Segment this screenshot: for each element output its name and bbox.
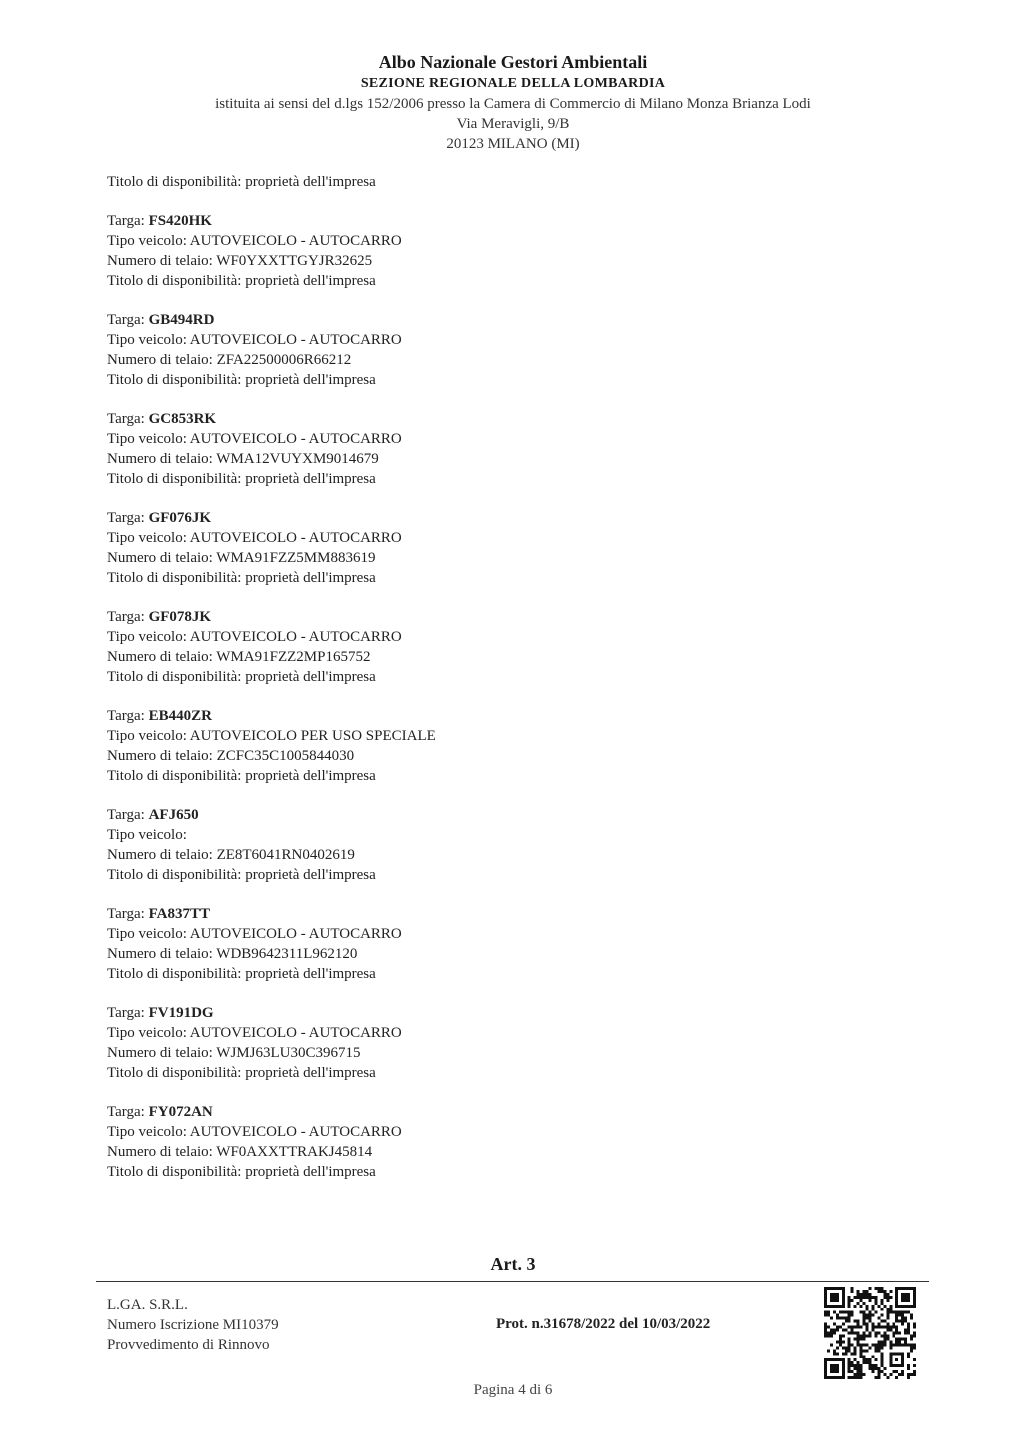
vehicle-title-row	[107, 964, 907, 984]
footer-company-info	[107, 1295, 279, 1355]
chassis-value: ZFA22500006R66212	[216, 352, 352, 368]
plate-value: AFJ650	[148, 807, 199, 823]
plate-value: FV191DG	[148, 1005, 214, 1021]
title-value: proprietà dell'impresa	[245, 669, 376, 685]
vehicle-entry	[107, 1003, 907, 1083]
vehicle-plate-row	[107, 310, 907, 330]
vehicle-type-row	[107, 924, 907, 944]
vehicle-entry	[107, 310, 907, 390]
chassis-label: Numero di telaio:	[107, 1045, 217, 1061]
title-label: Titolo di disponibilità:	[107, 966, 246, 982]
chassis-value: WMA91FZZ5MM883619	[216, 550, 376, 566]
vehicle-chassis-row	[107, 251, 907, 271]
vehicle-entry	[107, 904, 907, 984]
chassis-label: Numero di telaio:	[107, 649, 217, 665]
vehicle-type-row	[107, 1023, 907, 1043]
registry-title: Albo Nazionale Gestori Ambientali	[378, 52, 648, 72]
plate-label: Targa:	[107, 609, 149, 625]
vehicle-type-row	[107, 627, 907, 647]
vehicle-plate-row	[107, 211, 907, 231]
title-label: Titolo di disponibilità:	[107, 669, 246, 685]
vehicle-chassis-row	[107, 1142, 907, 1162]
plate-value: GB494RD	[148, 312, 215, 328]
title-label: Titolo di disponibilità:	[107, 471, 246, 487]
vehicle-chassis-row	[107, 647, 907, 667]
type-value: AUTOVEICOLO - AUTOCARRO	[189, 530, 402, 546]
vehicle-plate-row	[107, 805, 907, 825]
plate-label: Targa:	[107, 906, 149, 922]
chassis-value: WMA91FZZ2MP165752	[216, 649, 371, 665]
chassis-value: ZCFC35C1005844030	[216, 748, 355, 764]
vehicle-plate-row	[107, 508, 907, 528]
institution-line: istituita ai sensi del d.lgs 152/2006 presso la Camera di Commercio di Milano Monza Brianza Lodi	[215, 96, 811, 112]
plate-value: EB440ZR	[148, 708, 212, 724]
chassis-label: Numero di telaio:	[107, 847, 217, 863]
title-value: proprietà dell'impresa	[245, 966, 376, 982]
vehicle-title-row	[107, 370, 907, 390]
vehicle-chassis-row	[107, 350, 907, 370]
plate-value: FS420HK	[148, 213, 212, 229]
plate-value: FY072AN	[148, 1104, 213, 1120]
type-label: Tipo veicolo:	[107, 1124, 190, 1140]
type-value: AUTOVEICOLO - AUTOCARRO	[189, 1025, 402, 1041]
address-street: Via Meravigli, 9/B	[456, 116, 570, 132]
vehicles-container	[107, 211, 907, 1182]
vehicle-chassis-row	[107, 944, 907, 964]
vehicle-chassis-row	[107, 845, 907, 865]
vehicle-title-row	[107, 568, 907, 588]
vehicle-type-row	[107, 726, 907, 746]
vehicle-plate-row	[107, 904, 907, 924]
vehicle-type-row	[107, 825, 907, 845]
vehicle-entry	[107, 1102, 907, 1182]
vehicle-entry	[107, 211, 907, 291]
plate-value: FA837TT	[148, 906, 210, 922]
plate-label: Targa:	[107, 1005, 149, 1021]
type-value: AUTOVEICOLO - AUTOCARRO	[189, 332, 402, 348]
plate-value: GF076JK	[148, 510, 212, 526]
vehicle-type-row	[107, 1122, 907, 1142]
type-value: AUTOVEICOLO - AUTOCARRO	[189, 1124, 402, 1140]
vehicle-chassis-row	[107, 548, 907, 568]
type-value: AUTOVEICOLO - AUTOCARRO	[189, 926, 402, 942]
type-value: AUTOVEICOLO - AUTOCARRO	[189, 431, 402, 447]
type-label: Tipo veicolo:	[107, 530, 190, 546]
vehicle-entry	[107, 706, 907, 786]
plate-label: Targa:	[107, 510, 149, 526]
footer-divider	[96, 1281, 929, 1282]
registration-number: Numero Iscrizione MI10379	[107, 1317, 279, 1333]
chassis-label: Numero di telaio:	[107, 451, 217, 467]
vehicle-chassis-row	[107, 746, 907, 766]
plate-label: Targa:	[107, 213, 149, 229]
vehicle-entry	[107, 508, 907, 588]
qr-code	[824, 1287, 916, 1379]
vehicle-title-row	[107, 766, 907, 786]
type-value: AUTOVEICOLO - AUTOCARRO	[189, 629, 402, 645]
vehicle-entry	[107, 607, 907, 687]
type-label: Tipo veicolo:	[107, 728, 190, 744]
plate-label: Targa:	[107, 312, 149, 328]
title-value: proprietà dell'impresa	[245, 471, 376, 487]
chassis-label: Numero di telaio:	[107, 1144, 217, 1160]
vehicle-title-row	[107, 271, 907, 291]
company-name: L.GA. S.R.L.	[107, 1297, 188, 1313]
title-value: proprietà dell'impresa	[245, 1065, 376, 1081]
document-header	[0, 50, 1026, 154]
chassis-value: ZE8T6041RN0402619	[216, 847, 355, 863]
vehicle-plate-row	[107, 1003, 907, 1023]
address-city: 20123 MILANO (MI)	[446, 136, 580, 152]
title-value: proprietà dell'impresa	[245, 1164, 376, 1180]
chassis-label: Numero di telaio:	[107, 550, 217, 566]
type-label: Tipo veicolo:	[107, 233, 190, 249]
chassis-value: WDB9642311L962120	[216, 946, 358, 962]
chassis-value: WMA12VUYXM9014679	[216, 451, 379, 467]
title-label: Titolo di disponibilità:	[107, 768, 246, 784]
title-value: proprietà dell'impresa	[245, 372, 376, 388]
title-label: Titolo di disponibilità:	[107, 570, 246, 586]
type-label: Tipo veicolo:	[107, 926, 190, 942]
vehicle-plate-row	[107, 607, 907, 627]
title-label: Titolo di disponibilità:	[107, 372, 246, 388]
type-label: Tipo veicolo:	[107, 332, 190, 348]
vehicle-type-row	[107, 429, 907, 449]
plate-value: GC853RK	[148, 411, 217, 427]
title-value: proprietà dell'impresa	[245, 570, 376, 586]
intro-titolo: Titolo di disponibilità: proprietà dell'impresa	[107, 174, 376, 190]
type-value: AUTOVEICOLO PER USO SPECIALE	[189, 728, 436, 744]
title-value: proprietà dell'impresa	[245, 273, 376, 289]
vehicle-title-row	[107, 469, 907, 489]
vehicle-title-row	[107, 865, 907, 885]
vehicle-type-row	[107, 330, 907, 350]
vehicle-type-row	[107, 231, 907, 251]
plate-label: Targa:	[107, 708, 149, 724]
vehicle-chassis-row	[107, 1043, 907, 1063]
type-label: Tipo veicolo:	[107, 629, 190, 645]
type-label: Tipo veicolo:	[107, 827, 187, 843]
title-label: Titolo di disponibilità:	[107, 867, 246, 883]
provision-type: Provvedimento di Rinnovo	[107, 1337, 270, 1353]
vehicle-title-row	[107, 1063, 907, 1083]
title-label: Titolo di disponibilità:	[107, 1164, 246, 1180]
vehicle-plate-row	[107, 706, 907, 726]
type-label: Tipo veicolo:	[107, 431, 190, 447]
page-number: Pagina 4 di 6	[473, 1382, 553, 1398]
plate-label: Targa:	[107, 807, 149, 823]
chassis-label: Numero di telaio:	[107, 253, 217, 269]
vehicle-entry	[107, 805, 907, 885]
vehicle-entry	[107, 409, 907, 489]
vehicle-title-row	[107, 667, 907, 687]
title-label: Titolo di disponibilità:	[107, 273, 246, 289]
vehicle-type-row	[107, 528, 907, 548]
vehicle-title-row	[107, 1162, 907, 1182]
plate-value: GF078JK	[148, 609, 212, 625]
type-label: Tipo veicolo:	[107, 1025, 190, 1041]
plate-label: Targa:	[107, 1104, 149, 1120]
chassis-value: WF0AXXTTRAKJ45814	[216, 1144, 373, 1160]
plate-label: Targa:	[107, 411, 149, 427]
chassis-label: Numero di telaio:	[107, 352, 217, 368]
regional-section: SEZIONE REGIONALE DELLA LOMBARDIA	[360, 76, 666, 91]
vehicle-plate-row	[107, 409, 907, 429]
title-label: Titolo di disponibilità:	[107, 1065, 246, 1081]
chassis-value: WF0YXXTTGYJR32625	[216, 253, 373, 269]
vehicle-chassis-row	[107, 449, 907, 469]
protocol-number: Prot. n.31678/2022 del 10/03/2022	[496, 1316, 711, 1332]
vehicle-list	[107, 172, 907, 1182]
title-value: proprietà dell'impresa	[245, 867, 376, 883]
title-value: proprietà dell'impresa	[245, 768, 376, 784]
type-value: AUTOVEICOLO - AUTOCARRO	[189, 233, 402, 249]
chassis-value: WJMJ63LU30C396715	[216, 1045, 361, 1061]
article-heading: Art. 3	[490, 1254, 536, 1274]
chassis-label: Numero di telaio:	[107, 748, 217, 764]
vehicle-plate-row	[107, 1102, 907, 1122]
chassis-label: Numero di telaio:	[107, 946, 217, 962]
